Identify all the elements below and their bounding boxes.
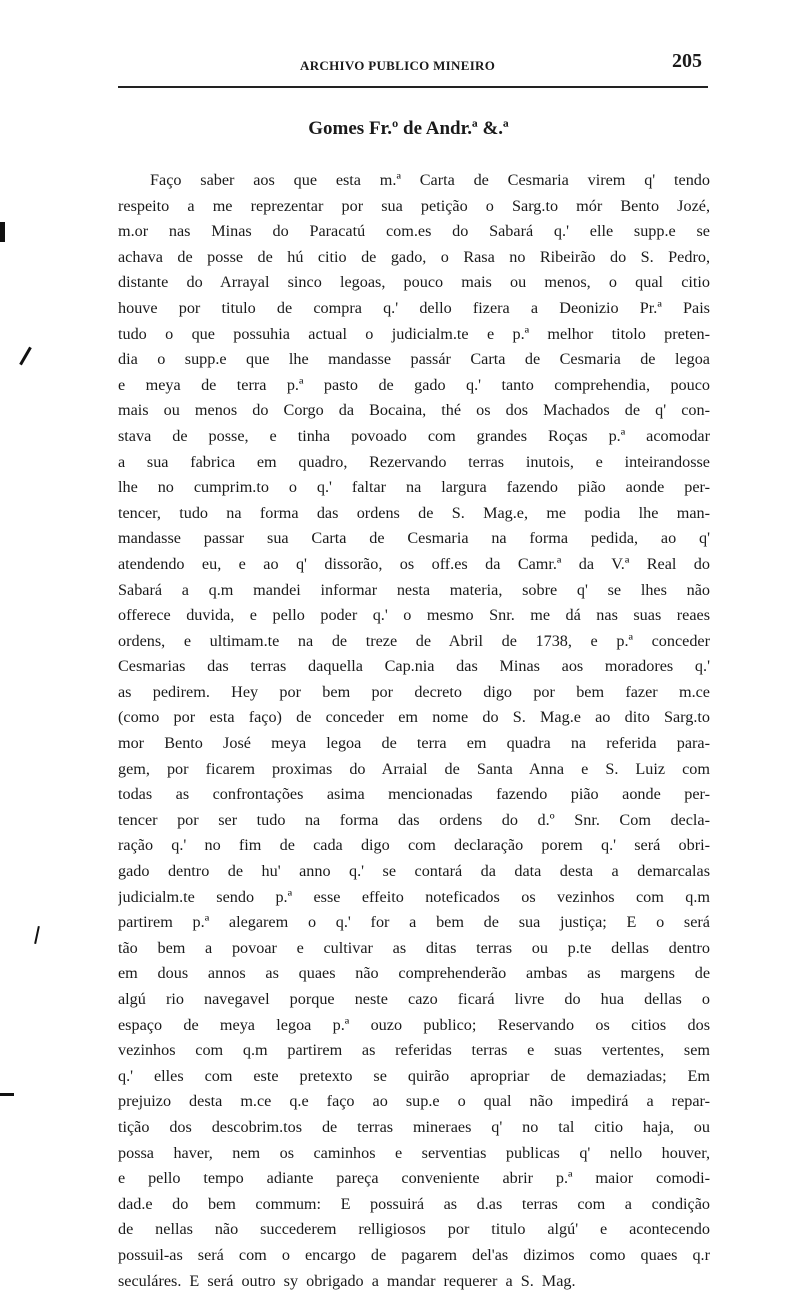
text-line: mor Bento José meya legoa de terra em quadra na referida para- <box>118 734 710 753</box>
header-rule <box>118 86 708 88</box>
text-line: tencer, tudo na forma das ordens de S. Mag.e, me podia lhe man- <box>118 503 710 522</box>
running-head: ARCHIVO PUBLICO MINEIRO <box>300 58 496 73</box>
text-line: q.' elles com este pretexto se quirão apropriar de demaziadas; Em <box>118 1066 710 1085</box>
text-line: judicialm.te sendo p.ª esse effeito noteficados os vezinhos com q.m <box>118 887 710 906</box>
text-line: em dous annos as quaes não comprehenderão ambas as margens de <box>118 964 710 983</box>
text-line: partirem p.ª alegarem o q.' for a bem de sua justiça; E o será <box>118 913 710 932</box>
document-title <box>0 118 807 140</box>
text-line: espaço de meya legoa p.ª ouzo publico; Reservando os citios dos <box>118 1015 710 1034</box>
text-line: gem, por ficarem proximas do Arraial de Santa Anna e S. Luiz com <box>118 759 710 778</box>
text-line: achava de posse de hú citio de gado, o Rasa no Ribeirão do S. Pedro, <box>118 247 710 266</box>
text-line: atendendo eu, e ao q' dissorão, os off.es da Camr.ª da V.ª Real do <box>118 554 710 573</box>
text-line: Sabará a q.m mandei informar nesta materia, sobre q' se lhes não <box>118 580 710 599</box>
text-line: tencer por ser tudo na forma das ordens do d.º Snr. Com decla- <box>118 810 710 829</box>
text-line: ração q.' no fim de cada digo com declaração porem q.' será obri- <box>118 836 710 855</box>
text-line: tudo o que possuhia actual o judicialm.te e p.ª melhor titolo preten- <box>118 324 710 343</box>
text-line: mandasse passar sua Carta de Cesmaria na forma pedida, ao q' <box>118 529 710 548</box>
text-line: houve por titulo de compra q.' dello fizera a Deonizio Pr.ª Pais <box>118 298 710 317</box>
margin-mark <box>34 926 40 944</box>
text-line: todas as confrontações asima mencionadas fazendo pião aonde per- <box>118 785 710 804</box>
text-line: seculáres. E será outro sy obrigado a mandar requerer a S. Mag. <box>118 1271 576 1290</box>
text-line: ordens, e ultimam.te na de treze de Abril de 1738, e p.ª conceder <box>118 631 710 650</box>
text-line: (como por esta faço) de conceder em nome do S. Mag.e ao dito Sarg.to <box>118 708 710 727</box>
text-line: e pello tempo adiante pareça conveniente abrir p.ª maior comodi- <box>118 1169 710 1188</box>
text-line: distante do Arrayal sinco legoas, pouco mais ou menos, o qual citio <box>118 273 710 292</box>
text-line: offerece duvida, e pello poder q.' o mesmo Snr. me dá nas suas reaes <box>118 606 710 625</box>
text-line: lhe no cumprim.to o q.' faltar na largura fazendo pião aonde per- <box>118 478 710 497</box>
text-line: mais ou menos do Corgo da Bocaina, thé os dos Machados de q' con- <box>118 401 710 420</box>
text-line: tão bem a povoar e cultivar as ditas terras ou p.te dellas dentro <box>118 938 710 957</box>
text-line: respeito a me reprezentar por sua petição o Sarg.to mór Bento Jozé, <box>118 196 710 215</box>
text-line: de nellas não succederem relligiosos por titulo algú' e acontecendo <box>118 1220 710 1239</box>
page-number: 205 <box>672 50 702 72</box>
text-line: possa haver, nem os caminhos e serventias publicas q' nello houver, <box>118 1143 710 1162</box>
text-line: a sua fabrica em quadro, Rezervando terras inutois, e inteirandosse <box>118 452 710 471</box>
document-title-text: Gomes Fr.º de Andr.ª &.ª <box>308 118 509 139</box>
text-line: prejuizo desta m.ce q.e faço ao sup.e o qual não impedirá a repar- <box>118 1092 710 1111</box>
text-line: Cesmarias das terras daquella Cap.nia das Minas aos moradores q.' <box>118 657 710 676</box>
text-line: m.or nas Minas do Paracatú com.es do Sabará q.' elle supp.e se <box>118 222 710 241</box>
text-line: as pedirem. Hey por bem por decreto digo por bem fazer m.ce <box>118 682 710 701</box>
text-line: Faço saber aos que esta m.ª Carta de Cesmaria virem q' tendo <box>150 171 710 189</box>
text-line: stava de posse, e tinha povoado com grandes Roças p.ª acomodar <box>118 426 710 445</box>
text-line: tição dos descobrim.tos de terras mineraes q' no tal citio haja, ou <box>118 1117 710 1136</box>
text-line: possuil-as será com o encargo de pagarem del'as dizimos como quaes q.r <box>118 1245 710 1264</box>
margin-mark <box>0 1093 14 1096</box>
margin-mark <box>0 222 5 242</box>
text-line: e meya de terra p.ª pasto de gado q.' tanto comprehendia, pouco <box>118 375 710 394</box>
text-line: algú rio navegavel porque neste cazo ficará livre do hua dellas o <box>118 990 710 1008</box>
margin-mark <box>19 347 32 366</box>
text-line: gado dentro de hu' anno q.' se contará da data desta a demarcalas <box>118 862 710 881</box>
text-line: dad.e do bem commum: E possuirá as d.as terras com a condição <box>118 1194 710 1213</box>
body-text <box>118 168 710 1294</box>
text-line: vezinhos com q.m partirem as referidas terras e suas vertentes, sem <box>118 1041 710 1060</box>
text-line: dia o supp.e que lhe mandasse passár Carta de Cesmaria de legoa <box>118 350 710 369</box>
